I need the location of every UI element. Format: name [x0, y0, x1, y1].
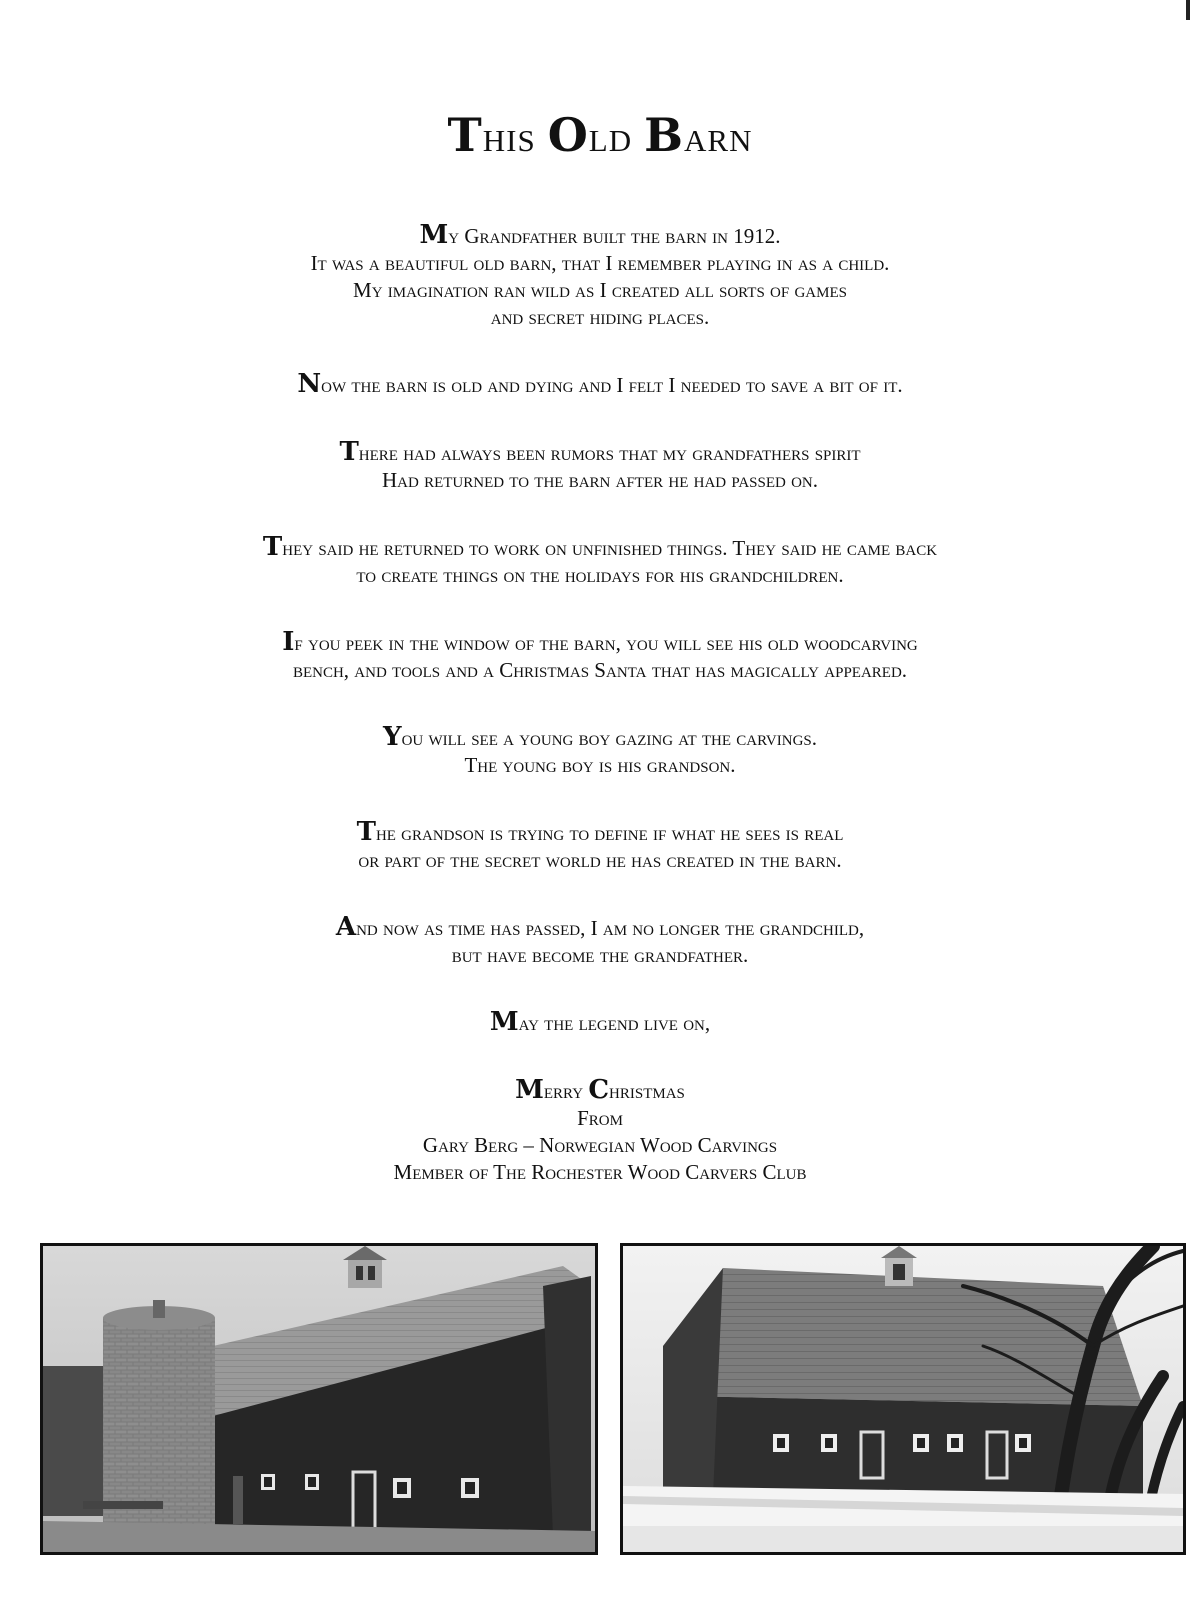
stanza-line: [120, 371, 1080, 399]
stanza-text: nd now as time has passed, I am no longer the grandchild,: [356, 916, 865, 940]
stanza-text: f you peek in the window of the barn, you will see his old woodcarving: [294, 631, 918, 655]
stanza-text: hey said he returned to work on unfinished things. They said he came back: [282, 536, 938, 560]
stanza-line: [120, 439, 1080, 467]
stanza-5: [120, 629, 1080, 684]
stanza-line: [120, 819, 1080, 847]
author-line: Gary Berg – Norwegian Wood Carvings: [422, 1133, 778, 1157]
stanza-8: [120, 914, 1080, 969]
stanza-text: he grandson is trying to define if what he sees is real: [375, 821, 844, 845]
stanza-6: [120, 724, 1080, 779]
stanza-text: ou will see a young boy gazing at the carvings.: [401, 726, 817, 750]
stanza-line: [120, 534, 1080, 562]
stanza-line: [120, 222, 1080, 250]
greeting-line: [120, 1077, 1080, 1105]
photo-row: [40, 1243, 1186, 1553]
stanza-3: [120, 439, 1080, 494]
stanza-initial: M: [419, 220, 449, 250]
from-line: From: [577, 1106, 623, 1130]
barn-with-silo-photo: [40, 1243, 598, 1555]
stanza-line: It was a beautiful old barn, that I remember playing in as a child.: [310, 251, 890, 275]
stanza-line: bench, and tools and a Christmas Santa that has magically appeared.: [292, 658, 908, 682]
stanza-line: [120, 629, 1080, 657]
title-word-2: ld: [588, 112, 633, 161]
stanza-line: to create things on the holidays for his grandchildren.: [356, 563, 844, 587]
stanza-line: My imagination ran wild as I created all sorts of games: [353, 278, 847, 302]
title-word-3: arn: [684, 112, 753, 161]
greeting-word-1: erry: [543, 1079, 584, 1103]
stanza-line: or part of the secret world he has created in the barn.: [358, 848, 842, 872]
stanza-text: ow the barn is old and dying and I felt I needed to save a bit of it.: [321, 373, 903, 397]
stanza-initial: T: [262, 532, 283, 562]
stanza-line: [120, 724, 1080, 752]
title-word-1: his: [482, 112, 536, 161]
stanza-1: [120, 222, 1080, 331]
barn-with-silo-illustration: [43, 1246, 595, 1552]
greeting-initial-2: C: [588, 1075, 610, 1105]
stanza-initial: A: [335, 912, 357, 942]
stanza-initial: I: [282, 627, 295, 657]
greeting-word-2: hristmas: [609, 1079, 685, 1103]
stanza-text: ay the legend live on,: [518, 1011, 711, 1035]
member-line: Member of The Rochester Wood Carvers Club: [393, 1160, 807, 1184]
stanza-7: [120, 819, 1080, 874]
title-initial-2: O: [547, 108, 589, 162]
poem-body: [120, 222, 1080, 1226]
stanza-4: [120, 534, 1080, 589]
stanza-initial: Y: [383, 722, 402, 752]
closing-signature: [120, 1077, 1080, 1186]
stanza-text: here had always been rumors that my grandfathers spirit: [358, 441, 861, 465]
winter-barn-illustration: [623, 1246, 1183, 1552]
stanza-initial: N: [297, 369, 322, 399]
page-title: [0, 108, 1200, 162]
stanza-text: y Grandfather built the barn in 1912.: [448, 224, 781, 248]
stanza-initial: T: [339, 437, 359, 467]
stanza-line: The young boy is his grandson.: [464, 753, 736, 777]
stanza-line: [120, 914, 1080, 942]
stanza-initial: M: [489, 1007, 519, 1037]
stanza-line: and secret hiding places.: [490, 305, 710, 329]
title-initial-1: T: [447, 108, 483, 162]
stanza-2: [120, 371, 1080, 399]
title-initial-3: B: [644, 108, 685, 162]
page-edge-mark: [1186, 0, 1190, 20]
stanza-line: but have become the grandfather.: [451, 943, 749, 967]
stanza-initial: T: [356, 817, 376, 847]
greeting-initial-1: M: [515, 1075, 544, 1105]
stanza-line: [120, 1009, 1080, 1037]
stanza-line: Had returned to the barn after he had passed on.: [381, 468, 819, 492]
winter-barn-photo: [620, 1243, 1186, 1555]
stanza-9: [120, 1009, 1080, 1037]
